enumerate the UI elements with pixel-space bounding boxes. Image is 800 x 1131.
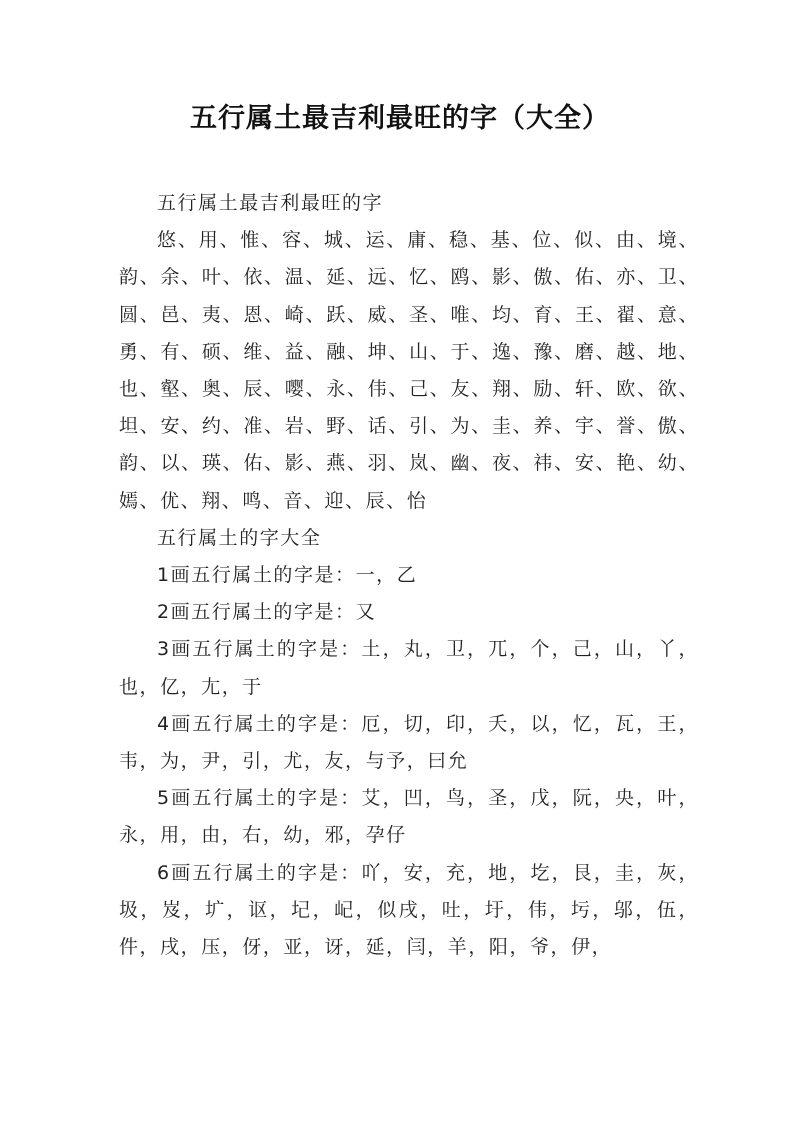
stroke-5-paragraph: 5画五行属土的字是：艾，凹，鸟，圣，戊，阮，央，叶，永，用，由，右，幼，邪，孕仔 (119, 787, 699, 847)
stroke-1-paragraph: 1画五行属土的字是：一，乙 (157, 564, 418, 587)
character-list-auspicious: 悠、用、惟、容、城、运、庸、稳、基、位、似、由、境、韵、余、叶、依、温、延、远、忆、鸥、影、傲、佑、亦、卫、圆、邑、夷、恩、崎、跃、威、圣、唯、均、育、王、翟、意、勇、有、硕、维、益、融、坤、山、于、逸、豫、磨、越、地、也、壑、奥、辰、嘤、永、伟、己、友、翔、励、轩、欧、欲、坦、安、约、准、岩、野、话、引、为、圭、养、宇、誉、傲、韵、以、瑛、佑、影、燕、羽、岚、幽、夜、祎、安、艳、幼、嫣、优、翔、鸣、音、迎、辰、怡 (119, 229, 699, 512)
document-title: 五行属土最吉利最旺的字（大全） (190, 103, 610, 134)
stroke-3-paragraph: 3画五行属土的字是：土，丸，卫，兀，个，己，山，丫，也，亿，尢，于 (119, 638, 699, 698)
document-body (119, 185, 699, 966)
heading-earth-characters: 五行属土的字大全 (157, 526, 322, 549)
heading-most-auspicious: 五行属土最吉利最旺的字 (157, 192, 384, 214)
stroke-2-paragraph: 2画五行属土的字是：又 (157, 601, 377, 624)
stroke-6-paragraph: 6画五行属土的字是：吖，安，充，地，圪，艮，圭，灰，圾，岌，圹，讴，圮，屺，似戌，吐，圩，伟，圬，邬，伍，件，戌，压，伢，亚，讶，延，闫，羊，阳，爷，伊， (119, 861, 699, 959)
stroke-4-paragraph: 4画五行属土的字是：厄，切，印，夭，以，忆，瓦，王，韦，为，尹，引，尤，友，与予，曰允 (119, 712, 699, 773)
